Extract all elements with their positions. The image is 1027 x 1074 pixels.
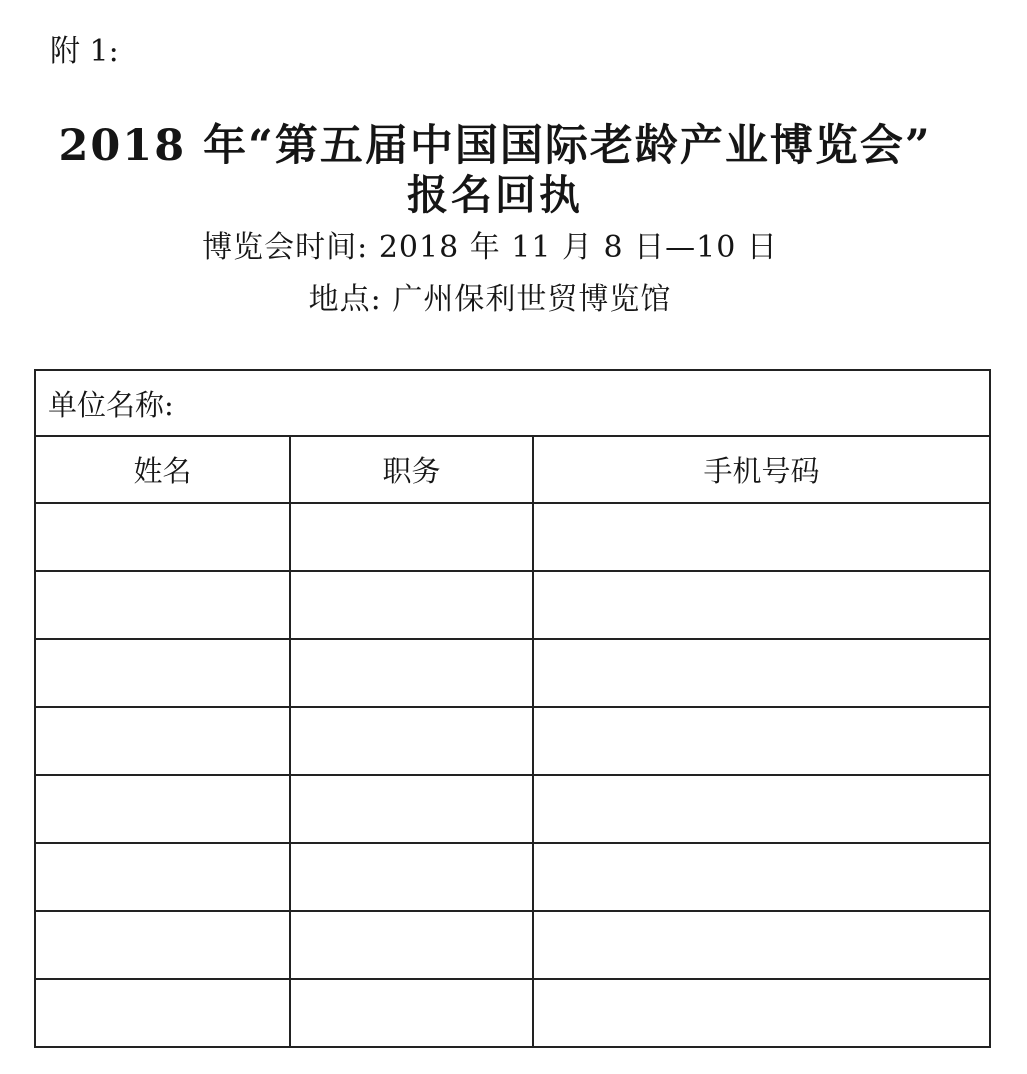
- name-cell[interactable]: [35, 979, 290, 1047]
- phone-cell[interactable]: [533, 979, 990, 1047]
- position-cell[interactable]: [290, 571, 533, 639]
- table-row: [35, 707, 990, 775]
- table-row: [35, 503, 990, 571]
- column-header-name: 姓名: [35, 436, 290, 503]
- page-subtitle: 报名回执: [407, 171, 583, 219]
- unit-name-field[interactable]: [35, 370, 990, 436]
- name-cell[interactable]: [35, 639, 290, 707]
- phone-cell[interactable]: [533, 911, 990, 979]
- phone-cell[interactable]: [533, 571, 990, 639]
- position-cell[interactable]: [290, 639, 533, 707]
- table-row: [35, 979, 990, 1047]
- position-cell[interactable]: [290, 843, 533, 911]
- table-row: [35, 639, 990, 707]
- position-cell[interactable]: [290, 707, 533, 775]
- attachment-label: 附 1:: [50, 34, 119, 69]
- venue: 地点: 广州保利世贸博览馆: [308, 282, 672, 317]
- name-cell[interactable]: [35, 843, 290, 911]
- exhibition-time: 博览会时间: 2018 年 11 月 8 日—10 日: [202, 230, 778, 265]
- page-title: 2018 年“第五届中国国际老龄产业博览会”: [58, 121, 932, 171]
- name-cell[interactable]: [35, 911, 290, 979]
- table-row: [35, 571, 990, 639]
- name-cell[interactable]: [35, 707, 290, 775]
- position-cell[interactable]: [290, 979, 533, 1047]
- phone-cell[interactable]: [533, 707, 990, 775]
- position-cell[interactable]: [290, 911, 533, 979]
- unit-name-label: 单位名称:: [48, 387, 174, 422]
- table-row: [35, 911, 990, 979]
- table-header-row: [35, 436, 990, 503]
- unit-name-row: [35, 370, 990, 436]
- name-cell[interactable]: [35, 775, 290, 843]
- position-cell[interactable]: [290, 775, 533, 843]
- phone-cell[interactable]: [533, 775, 990, 843]
- phone-cell[interactable]: [533, 503, 990, 571]
- position-cell[interactable]: [290, 503, 533, 571]
- table-row: [35, 843, 990, 911]
- name-cell[interactable]: [35, 571, 290, 639]
- table-row: [35, 775, 990, 843]
- phone-cell[interactable]: [533, 843, 990, 911]
- name-cell[interactable]: [35, 503, 290, 571]
- phone-cell[interactable]: [533, 639, 990, 707]
- column-header-phone: 手机号码: [533, 436, 990, 503]
- registration-table: [34, 369, 991, 1048]
- column-header-position: 职务: [290, 436, 533, 503]
